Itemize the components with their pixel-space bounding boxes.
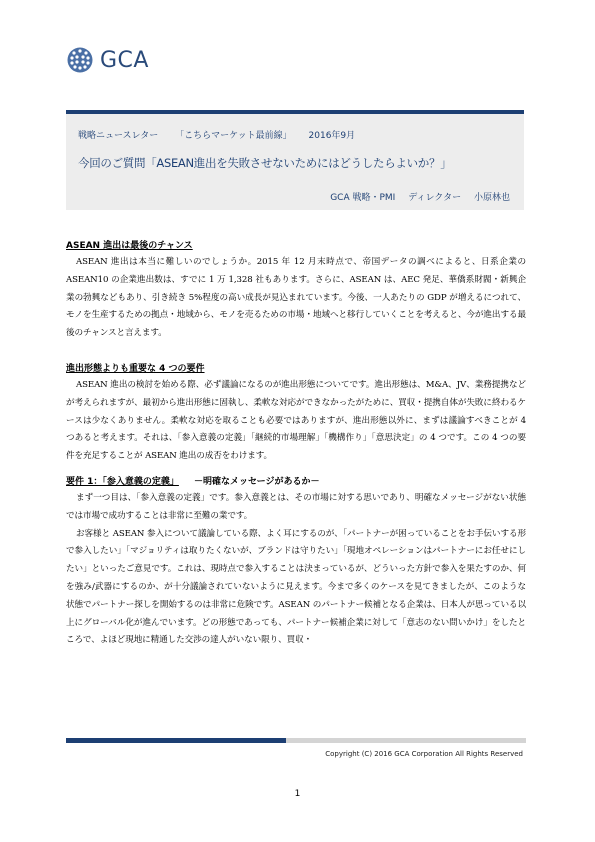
author-title: ディレクター	[408, 193, 462, 203]
requirement-subtitle: －明確なメッセージがあるか－	[194, 476, 320, 487]
footer-bar-light	[286, 738, 526, 743]
author-org: GCA 戦略・PMI	[330, 193, 396, 203]
logo-text: GCA	[100, 47, 149, 73]
page-number: 1	[294, 789, 301, 799]
section-heading	[66, 474, 526, 490]
author-name: 小原林也	[473, 193, 510, 203]
paragraph: ASEAN 進出の検討を始める際、必ず議論になるのが進出形態についてです。進出形態は、M&A、JV、業務提携などが考えられますが、最初から進出形態に固執し、柔軟な対応ができなかったがために、買収・提携自体が失敗に終わるケースは少なくありません。柔軟な対応を取ることも必要ではありますが、進出形態以外に、まずは議論すべきことが 4 つあると考えます。それは、「参入意義の定義」「継続的市場理解」「機構作り」「意思決定」の 4 つです。この 4 つの要件を充足することが ASEAN 進出の成否をわけます。	[66, 379, 526, 462]
author-line	[320, 190, 510, 203]
article-body	[66, 238, 526, 650]
footer-bar-dark	[66, 738, 286, 743]
requirement-label: 要件 1：「参入意義の定義」	[66, 476, 179, 487]
question-title: 今回のご質問「ASEAN進出を失敗させないためにはどうしたらよいか？」	[78, 156, 452, 170]
copyright-notice: Copyright (C) 2016 GCA Corporation All Rights Reserved	[325, 750, 523, 758]
globe-logo-icon	[66, 46, 94, 74]
newsletter-line	[78, 128, 369, 141]
newsletter-name: 戦略ニュースレター	[78, 131, 159, 141]
issue-date: 2016年9月	[308, 131, 356, 141]
paragraph: お客様と ASEAN 参入について議論している際、よく耳にするのが、「パートナーが困っていることをお手伝いする形で参入したい」「マジョリティは取りたくないが、ブランドは守りたい」「現地オペレーションはパートナーにお任せにしたい」といったご意見です。これは、現時点で参入することは決まっているが、どういった方針で参入を果たすのか、何を強み/武器にするのか、が十分議論されていないように見えます。今まで多くのケースを見てきましたが、このような状態でパートナー探しを開始するのは非常に危険です。ASEAN のパートナー候補となる企業は、日本人が思っている以上にグローバル化が進んでいます。どの形態であっても、パートナー候補企業に対して「意志のない問いかけ」をしたところで、よほど現地に精通した交渉の達人がいない限り、買収・	[66, 528, 526, 646]
header-box	[66, 110, 524, 210]
series-name: 「こちらマーケット最前線」	[175, 131, 292, 141]
paragraph: まず一つ目は、「参入意義の定義」です。参入意義とは、その市場に対する思いであり、明確なメッセージがない状態では市場で成功することは非常に至難の業です。	[66, 492, 526, 521]
section-heading: 進出形態よりも重要な 4 つの要件	[66, 363, 205, 374]
gca-logo	[66, 43, 149, 77]
section-heading: ASEAN 進出は最後のチャンス	[66, 241, 193, 251]
paragraph: ASEAN 進出は本当に難しいのでしょうか。2015 年 12 月末時点で、帝国データの調べによると、日系企業の ASEAN10 の企業進出数は、すでに 1 万 1,328 社もあります。さらに、ASEAN は、AEC 発足、華僑系財閥・新興企業の勃興などもあり、引き続き 5%程度の高い成長が見込まれています。今後、一人あたりの GDP が増えるにつれて、モノを生産するための拠点・地域から、モノを売るための市場・地域へと移行していくことを考えると、今が進出する最後のチャンスと言えます。	[66, 257, 526, 339]
